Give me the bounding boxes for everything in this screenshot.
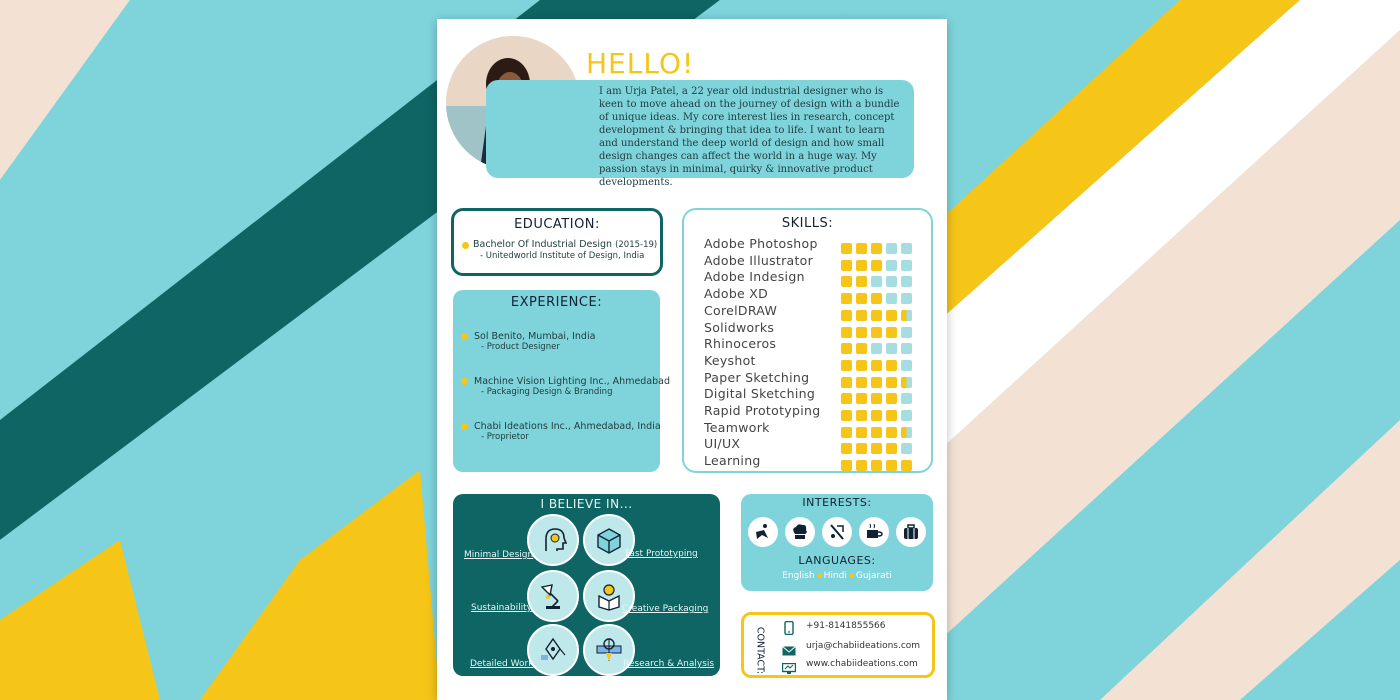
skill-name: Keyshot xyxy=(704,352,756,368)
bio-text: I am Urja Patel, a 22 year old industrial designer who is keen to move ahead on the journey of design with a bundle of unique ideas. My core interest lies in research, concept development & bringing that idea to life. I want to learn and understand the deep world of design and how small design changes can affect the world in a huge way. My passion stays in minimal, quirky & innovative product developments. xyxy=(599,86,900,188)
skill-name: Paper Sketching xyxy=(704,369,810,385)
bullet-icon xyxy=(461,333,468,340)
education-card xyxy=(451,208,663,276)
painting-icon xyxy=(822,517,852,547)
separator-dot-icon xyxy=(849,573,854,578)
bullet-icon xyxy=(461,378,468,385)
skill-row xyxy=(704,370,924,387)
experience-title: EXPERIENCE: xyxy=(510,295,603,310)
travel-bag-icon xyxy=(896,517,926,547)
skill-row xyxy=(704,320,924,337)
skill-name: Adobe Illustrator xyxy=(704,252,814,268)
language-hindi: Hindi xyxy=(823,571,847,581)
rating-square xyxy=(841,460,852,471)
skill-name: CorelDRAW xyxy=(704,302,778,318)
belief-label: Sustainability xyxy=(471,603,532,613)
skill-name: Digital Sketching xyxy=(704,386,816,402)
coffee-icon xyxy=(859,517,889,547)
contact-phone[interactable]: +91-8141855566 xyxy=(806,621,886,631)
skill-row xyxy=(704,403,924,420)
experience-company: Chabi Ideations Inc., Ahmedabad, India xyxy=(474,421,661,432)
language-english: English xyxy=(782,571,815,581)
belief-label: Creative Packaging xyxy=(622,604,709,614)
box-bulb-icon xyxy=(583,570,635,622)
skill-name: Rhinoceros xyxy=(704,336,777,352)
skill-name: Rapid Prototyping xyxy=(704,403,821,418)
belief-label: Detailed Work xyxy=(470,659,534,669)
languages-title: LANGUAGES: xyxy=(798,554,876,567)
experience-role: - Packaging Design & Branding xyxy=(481,387,613,397)
monitor-icon xyxy=(782,659,796,678)
skill-name: Adobe XD xyxy=(704,286,769,302)
bullet-icon xyxy=(462,242,469,249)
rating-square xyxy=(871,460,882,471)
belief-label: Fast Prototyping xyxy=(625,549,698,559)
skills-title: SKILLS: xyxy=(781,216,834,231)
dance-icon xyxy=(748,517,778,547)
experience-company: Sol Benito, Mumbai, India xyxy=(474,331,596,342)
skill-row xyxy=(704,453,924,470)
skill-row xyxy=(704,386,924,403)
skill-row xyxy=(704,236,924,253)
skill-name: Teamwork xyxy=(704,419,770,435)
rating-square xyxy=(856,460,867,471)
skill-row xyxy=(704,303,924,320)
contact-card xyxy=(741,612,935,678)
greeting-title: HELLO! xyxy=(586,47,695,80)
interests-card xyxy=(741,494,933,591)
believe-card xyxy=(453,494,720,676)
pen-tool-icon xyxy=(527,624,579,676)
language-gujarati: Gujarati xyxy=(855,571,892,581)
education-institute: - Unitedworld Institute of Design, India xyxy=(480,251,645,261)
skill-name: UI/UX xyxy=(704,436,741,452)
skill-row xyxy=(704,269,924,286)
education-title: EDUCATION: xyxy=(514,217,600,232)
rating-square xyxy=(886,460,897,471)
skill-row xyxy=(704,353,924,370)
lamp-icon xyxy=(527,570,579,622)
contact-website[interactable]: www.chabiideations.com xyxy=(806,659,918,669)
skill-rating xyxy=(841,456,916,475)
separator-dot-icon xyxy=(817,573,822,578)
belief-label: Research & Analysis xyxy=(623,659,715,669)
rating-square xyxy=(901,460,912,471)
education-years: (2015-19) xyxy=(615,240,658,250)
skills-card xyxy=(682,208,933,473)
skill-name: Adobe Indesign xyxy=(704,269,805,285)
bullet-icon xyxy=(461,423,468,430)
skill-row xyxy=(704,420,924,437)
chef-hat-icon xyxy=(785,517,815,547)
skill-name: Adobe Photoshop xyxy=(704,236,818,251)
resume-sheet xyxy=(437,19,947,700)
skill-row xyxy=(704,286,924,303)
contact-title: CONTACT: xyxy=(754,626,766,675)
skill-name: Learning xyxy=(704,453,761,469)
skill-row xyxy=(704,436,924,453)
skill-name: Solidworks xyxy=(704,319,775,335)
experience-company: Machine Vision Lighting Inc., Ahmedabad xyxy=(474,376,671,387)
phone-icon xyxy=(784,620,794,639)
head-bulb-icon xyxy=(527,514,579,566)
believe-title: I BELIEVE IN... xyxy=(540,497,633,511)
contact-email[interactable]: urja@chabiideations.com xyxy=(806,641,921,651)
experience-role: - Product Designer xyxy=(481,342,560,352)
skill-row xyxy=(704,336,924,353)
skill-row xyxy=(704,253,924,270)
experience-role: - Proprietor xyxy=(481,432,529,442)
experience-card xyxy=(453,290,671,472)
belief-label: Minimal Design xyxy=(464,550,534,560)
education-degree: Bachelor Of Industrial Design xyxy=(473,239,613,250)
email-icon xyxy=(782,641,796,660)
interests-title: INTERESTS: xyxy=(802,496,872,509)
